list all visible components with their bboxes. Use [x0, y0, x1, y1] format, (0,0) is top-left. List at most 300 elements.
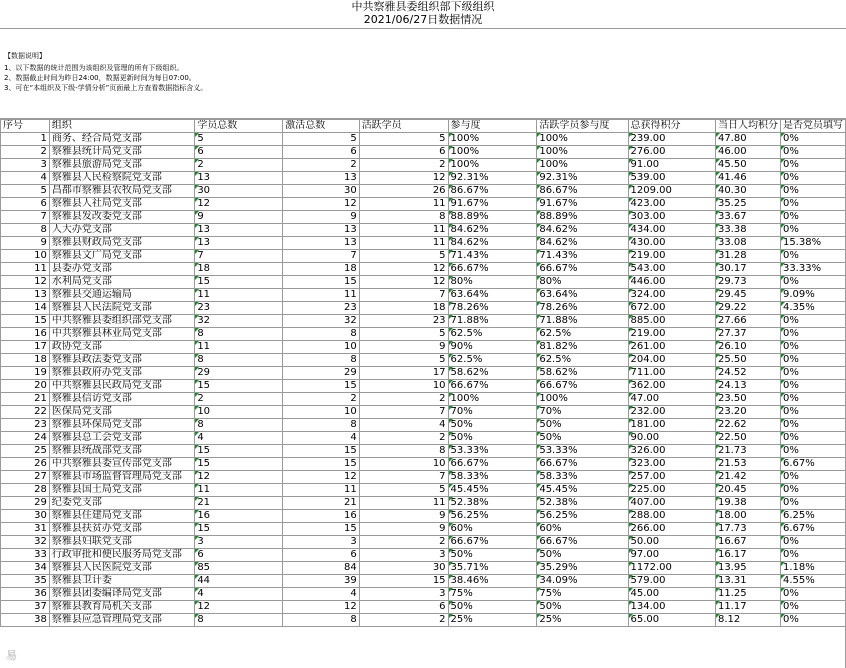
member-total-cell[interactable] — [195, 432, 283, 445]
participation-rate-cell[interactable] — [448, 484, 537, 497]
active-members-cell[interactable]: 2 — [359, 536, 448, 549]
activated-total-cell[interactable]: 29 — [283, 367, 359, 380]
member-total-cell[interactable] — [195, 588, 283, 601]
member-total-cell[interactable] — [195, 315, 283, 328]
active-members-cell[interactable]: 12 — [359, 172, 448, 185]
party-member-filled-cell[interactable] — [780, 237, 845, 250]
member-total-cell[interactable] — [195, 536, 283, 549]
org-name-cell[interactable]: 中共察雅县林业局党支部 — [49, 328, 194, 341]
daily-avg-points-cell[interactable] — [715, 276, 780, 289]
member-total-cell[interactable] — [195, 172, 283, 185]
party-member-filled-cell[interactable] — [780, 497, 845, 510]
total-points-cell[interactable] — [628, 172, 715, 185]
member-total-cell[interactable] — [195, 393, 283, 406]
party-member-filled-cell[interactable] — [780, 484, 845, 497]
active-members-cell[interactable]: 6 — [359, 146, 448, 159]
member-total-cell[interactable] — [195, 523, 283, 536]
party-member-filled-cell[interactable] — [780, 510, 845, 523]
active-participation-rate-cell[interactable] — [537, 484, 628, 497]
member-total-cell[interactable] — [195, 224, 283, 237]
org-name-cell[interactable]: 察雅县人民医院党支部 — [49, 562, 194, 575]
participation-rate-cell[interactable] — [448, 237, 537, 250]
row-index-cell[interactable]: 10 — [1, 250, 50, 263]
party-member-filled-cell[interactable] — [780, 601, 845, 614]
active-members-cell[interactable]: 12 — [359, 276, 448, 289]
party-member-filled-cell[interactable] — [780, 133, 845, 146]
member-total-cell[interactable] — [195, 159, 283, 172]
activated-total-cell[interactable]: 12 — [283, 471, 359, 484]
column-header[interactable]: 活跃学员 — [359, 120, 448, 133]
member-total-cell[interactable] — [195, 445, 283, 458]
participation-rate-cell[interactable] — [448, 588, 537, 601]
active-participation-rate-cell[interactable] — [537, 250, 628, 263]
active-participation-rate-cell[interactable] — [537, 146, 628, 159]
org-name-cell[interactable]: 察雅县财政局党支部 — [49, 237, 194, 250]
participation-rate-cell[interactable] — [448, 133, 537, 146]
daily-avg-points-cell[interactable] — [715, 575, 780, 588]
active-participation-rate-cell[interactable] — [537, 471, 628, 484]
party-member-filled-cell[interactable] — [780, 419, 845, 432]
participation-rate-cell[interactable] — [448, 419, 537, 432]
daily-avg-points-cell[interactable] — [715, 198, 780, 211]
activated-total-cell[interactable]: 4 — [283, 588, 359, 601]
party-member-filled-cell[interactable] — [780, 159, 845, 172]
party-member-filled-cell[interactable] — [780, 523, 845, 536]
org-name-cell[interactable]: 察雅县总工会党支部 — [49, 432, 194, 445]
daily-avg-points-cell[interactable] — [715, 328, 780, 341]
total-points-cell[interactable] — [628, 484, 715, 497]
active-members-cell[interactable]: 9 — [359, 341, 448, 354]
daily-avg-points-cell[interactable] — [715, 380, 780, 393]
daily-avg-points-cell[interactable] — [715, 159, 780, 172]
row-index-cell[interactable]: 14 — [1, 302, 50, 315]
active-participation-rate-cell[interactable] — [537, 172, 628, 185]
org-name-cell[interactable]: 县委办党支部 — [49, 263, 194, 276]
daily-avg-points-cell[interactable] — [715, 562, 780, 575]
daily-avg-points-cell[interactable] — [715, 471, 780, 484]
daily-avg-points-cell[interactable] — [715, 497, 780, 510]
active-members-cell[interactable]: 5 — [359, 354, 448, 367]
member-total-cell[interactable] — [195, 328, 283, 341]
row-index-cell[interactable]: 2 — [1, 146, 50, 159]
daily-avg-points-cell[interactable] — [715, 211, 780, 224]
row-index-cell[interactable]: 8 — [1, 224, 50, 237]
daily-avg-points-cell[interactable] — [715, 536, 780, 549]
row-index-cell[interactable]: 16 — [1, 328, 50, 341]
org-name-cell[interactable]: 商务、经合局党支部 — [49, 133, 194, 146]
member-total-cell[interactable] — [195, 484, 283, 497]
activated-total-cell[interactable]: 10 — [283, 406, 359, 419]
participation-rate-cell[interactable] — [448, 406, 537, 419]
total-points-cell[interactable] — [628, 601, 715, 614]
active-participation-rate-cell[interactable] — [537, 185, 628, 198]
activated-total-cell[interactable]: 8 — [283, 328, 359, 341]
total-points-cell[interactable] — [628, 471, 715, 484]
active-participation-rate-cell[interactable] — [537, 562, 628, 575]
org-name-cell[interactable]: 察雅县教育局机关支部 — [49, 601, 194, 614]
party-member-filled-cell[interactable] — [780, 406, 845, 419]
activated-total-cell[interactable]: 12 — [283, 198, 359, 211]
active-members-cell[interactable]: 7 — [359, 406, 448, 419]
member-total-cell[interactable] — [195, 289, 283, 302]
daily-avg-points-cell[interactable] — [715, 172, 780, 185]
daily-avg-points-cell[interactable] — [715, 510, 780, 523]
activated-total-cell[interactable]: 13 — [283, 172, 359, 185]
active-participation-rate-cell[interactable] — [537, 549, 628, 562]
total-points-cell[interactable] — [628, 536, 715, 549]
column-header[interactable]: 活跃学员参与度 — [537, 120, 628, 133]
party-member-filled-cell[interactable] — [780, 393, 845, 406]
member-total-cell[interactable] — [195, 341, 283, 354]
participation-rate-cell[interactable] — [448, 497, 537, 510]
member-total-cell[interactable] — [195, 601, 283, 614]
activated-total-cell[interactable]: 16 — [283, 510, 359, 523]
activated-total-cell[interactable]: 8 — [283, 419, 359, 432]
activated-total-cell[interactable]: 21 — [283, 497, 359, 510]
row-index-cell[interactable]: 21 — [1, 393, 50, 406]
row-index-cell[interactable]: 31 — [1, 523, 50, 536]
member-total-cell[interactable] — [195, 185, 283, 198]
org-name-cell[interactable]: 察雅县人民检察院党支部 — [49, 172, 194, 185]
total-points-cell[interactable] — [628, 497, 715, 510]
row-index-cell[interactable]: 15 — [1, 315, 50, 328]
participation-rate-cell[interactable] — [448, 146, 537, 159]
total-points-cell[interactable] — [628, 315, 715, 328]
party-member-filled-cell[interactable] — [780, 276, 845, 289]
participation-rate-cell[interactable] — [448, 276, 537, 289]
row-index-cell[interactable]: 24 — [1, 432, 50, 445]
participation-rate-cell[interactable] — [448, 458, 537, 471]
daily-avg-points-cell[interactable] — [715, 224, 780, 237]
daily-avg-points-cell[interactable] — [715, 419, 780, 432]
participation-rate-cell[interactable] — [448, 510, 537, 523]
active-participation-rate-cell[interactable] — [537, 419, 628, 432]
org-name-cell[interactable]: 中共察雅县委宣传部党支部 — [49, 458, 194, 471]
total-points-cell[interactable] — [628, 432, 715, 445]
active-participation-rate-cell[interactable] — [537, 159, 628, 172]
active-participation-rate-cell[interactable] — [537, 497, 628, 510]
row-index-cell[interactable]: 34 — [1, 562, 50, 575]
total-points-cell[interactable] — [628, 289, 715, 302]
activated-total-cell[interactable]: 4 — [283, 432, 359, 445]
participation-rate-cell[interactable] — [448, 211, 537, 224]
active-participation-rate-cell[interactable] — [537, 302, 628, 315]
daily-avg-points-cell[interactable] — [715, 393, 780, 406]
total-points-cell[interactable] — [628, 510, 715, 523]
party-member-filled-cell[interactable] — [780, 341, 845, 354]
total-points-cell[interactable] — [628, 146, 715, 159]
active-participation-rate-cell[interactable] — [537, 289, 628, 302]
active-members-cell[interactable]: 2 — [359, 432, 448, 445]
activated-total-cell[interactable]: 23 — [283, 302, 359, 315]
row-index-cell[interactable]: 38 — [1, 614, 50, 627]
active-participation-rate-cell[interactable] — [537, 575, 628, 588]
party-member-filled-cell[interactable] — [780, 549, 845, 562]
activated-total-cell[interactable]: 9 — [283, 211, 359, 224]
active-members-cell[interactable]: 8 — [359, 445, 448, 458]
row-index-cell[interactable]: 4 — [1, 172, 50, 185]
active-members-cell[interactable]: 2 — [359, 393, 448, 406]
active-participation-rate-cell[interactable] — [537, 198, 628, 211]
party-member-filled-cell[interactable] — [780, 458, 845, 471]
total-points-cell[interactable] — [628, 367, 715, 380]
daily-avg-points-cell[interactable] — [715, 354, 780, 367]
daily-avg-points-cell[interactable] — [715, 146, 780, 159]
party-member-filled-cell[interactable] — [780, 588, 845, 601]
activated-total-cell[interactable]: 15 — [283, 276, 359, 289]
org-name-cell[interactable]: 察雅县旅游局党支部 — [49, 159, 194, 172]
active-members-cell[interactable]: 5 — [359, 250, 448, 263]
party-member-filled-cell[interactable] — [780, 328, 845, 341]
org-name-cell[interactable]: 察雅县市场监督管理局党支部 — [49, 471, 194, 484]
total-points-cell[interactable] — [628, 198, 715, 211]
active-participation-rate-cell[interactable] — [537, 367, 628, 380]
participation-rate-cell[interactable] — [448, 393, 537, 406]
active-members-cell[interactable]: 17 — [359, 367, 448, 380]
row-index-cell[interactable]: 7 — [1, 211, 50, 224]
member-total-cell[interactable] — [195, 497, 283, 510]
column-header[interactable]: 总获得积分 — [628, 120, 715, 133]
participation-rate-cell[interactable] — [448, 263, 537, 276]
org-name-cell[interactable]: 察雅县交通运输局 — [49, 289, 194, 302]
row-index-cell[interactable]: 3 — [1, 159, 50, 172]
party-member-filled-cell[interactable] — [780, 471, 845, 484]
participation-rate-cell[interactable] — [448, 445, 537, 458]
active-members-cell[interactable]: 26 — [359, 185, 448, 198]
org-name-cell[interactable]: 政协党支部 — [49, 341, 194, 354]
daily-avg-points-cell[interactable] — [715, 601, 780, 614]
daily-avg-points-cell[interactable] — [715, 588, 780, 601]
row-index-cell[interactable]: 20 — [1, 380, 50, 393]
member-total-cell[interactable] — [195, 133, 283, 146]
active-members-cell[interactable]: 12 — [359, 263, 448, 276]
row-index-cell[interactable]: 17 — [1, 341, 50, 354]
activated-total-cell[interactable]: 3 — [283, 536, 359, 549]
active-participation-rate-cell[interactable] — [537, 406, 628, 419]
party-member-filled-cell[interactable] — [780, 211, 845, 224]
activated-total-cell[interactable]: 39 — [283, 575, 359, 588]
active-members-cell[interactable]: 9 — [359, 523, 448, 536]
active-members-cell[interactable]: 8 — [359, 211, 448, 224]
party-member-filled-cell[interactable] — [780, 198, 845, 211]
total-points-cell[interactable] — [628, 445, 715, 458]
member-total-cell[interactable] — [195, 510, 283, 523]
activated-total-cell[interactable]: 6 — [283, 146, 359, 159]
active-members-cell[interactable]: 15 — [359, 575, 448, 588]
party-member-filled-cell[interactable] — [780, 250, 845, 263]
participation-rate-cell[interactable] — [448, 328, 537, 341]
activated-total-cell[interactable]: 15 — [283, 458, 359, 471]
activated-total-cell[interactable]: 13 — [283, 237, 359, 250]
activated-total-cell[interactable]: 6 — [283, 549, 359, 562]
row-index-cell[interactable]: 5 — [1, 185, 50, 198]
party-member-filled-cell[interactable] — [780, 445, 845, 458]
activated-total-cell[interactable]: 30 — [283, 185, 359, 198]
active-participation-rate-cell[interactable] — [537, 523, 628, 536]
activated-total-cell[interactable]: 18 — [283, 263, 359, 276]
participation-rate-cell[interactable] — [448, 614, 537, 627]
active-participation-rate-cell[interactable] — [537, 133, 628, 146]
activated-total-cell[interactable]: 8 — [283, 354, 359, 367]
member-total-cell[interactable] — [195, 471, 283, 484]
total-points-cell[interactable] — [628, 159, 715, 172]
org-name-cell[interactable]: 昌都市察雅县农牧局党支部 — [49, 185, 194, 198]
active-members-cell[interactable]: 3 — [359, 549, 448, 562]
participation-rate-cell[interactable] — [448, 224, 537, 237]
party-member-filled-cell[interactable] — [780, 575, 845, 588]
total-points-cell[interactable] — [628, 302, 715, 315]
org-name-cell[interactable]: 纪委党支部 — [49, 497, 194, 510]
member-total-cell[interactable] — [195, 237, 283, 250]
party-member-filled-cell[interactable] — [780, 185, 845, 198]
org-name-cell[interactable]: 察雅县人社局党支部 — [49, 198, 194, 211]
participation-rate-cell[interactable] — [448, 354, 537, 367]
activated-total-cell[interactable]: 12 — [283, 601, 359, 614]
party-member-filled-cell[interactable] — [780, 146, 845, 159]
member-total-cell[interactable] — [195, 263, 283, 276]
org-name-cell[interactable]: 察雅县住建局党支部 — [49, 510, 194, 523]
participation-rate-cell[interactable] — [448, 471, 537, 484]
total-points-cell[interactable] — [628, 562, 715, 575]
party-member-filled-cell[interactable] — [780, 432, 845, 445]
active-participation-rate-cell[interactable] — [537, 445, 628, 458]
daily-avg-points-cell[interactable] — [715, 484, 780, 497]
org-name-cell[interactable]: 察雅县信访党支部 — [49, 393, 194, 406]
active-members-cell[interactable]: 23 — [359, 315, 448, 328]
row-index-cell[interactable]: 29 — [1, 497, 50, 510]
active-members-cell[interactable]: 7 — [359, 289, 448, 302]
participation-rate-cell[interactable] — [448, 562, 537, 575]
participation-rate-cell[interactable] — [448, 575, 537, 588]
active-members-cell[interactable]: 2 — [359, 614, 448, 627]
active-members-cell[interactable]: 7 — [359, 471, 448, 484]
row-index-cell[interactable]: 28 — [1, 484, 50, 497]
active-members-cell[interactable]: 5 — [359, 328, 448, 341]
org-name-cell[interactable]: 察雅县扶贫办党支部 — [49, 523, 194, 536]
row-index-cell[interactable]: 26 — [1, 458, 50, 471]
party-member-filled-cell[interactable] — [780, 224, 845, 237]
daily-avg-points-cell[interactable] — [715, 289, 780, 302]
active-members-cell[interactable]: 5 — [359, 133, 448, 146]
party-member-filled-cell[interactable] — [780, 562, 845, 575]
row-index-cell[interactable]: 33 — [1, 549, 50, 562]
active-participation-rate-cell[interactable] — [537, 354, 628, 367]
row-index-cell[interactable]: 27 — [1, 471, 50, 484]
participation-rate-cell[interactable] — [448, 341, 537, 354]
activated-total-cell[interactable]: 11 — [283, 484, 359, 497]
participation-rate-cell[interactable] — [448, 315, 537, 328]
participation-rate-cell[interactable] — [448, 380, 537, 393]
total-points-cell[interactable] — [628, 263, 715, 276]
total-points-cell[interactable] — [628, 354, 715, 367]
activated-total-cell[interactable]: 15 — [283, 445, 359, 458]
daily-avg-points-cell[interactable] — [715, 523, 780, 536]
activated-total-cell[interactable]: 84 — [283, 562, 359, 575]
active-participation-rate-cell[interactable] — [537, 211, 628, 224]
total-points-cell[interactable] — [628, 588, 715, 601]
org-name-cell[interactable]: 察雅县应急管理局党支部 — [49, 614, 194, 627]
org-name-cell[interactable]: 中共察雅县委组织部党支部 — [49, 315, 194, 328]
participation-rate-cell[interactable] — [448, 549, 537, 562]
active-members-cell[interactable]: 11 — [359, 497, 448, 510]
member-total-cell[interactable] — [195, 549, 283, 562]
org-name-cell[interactable]: 察雅县人民法院党支部 — [49, 302, 194, 315]
participation-rate-cell[interactable] — [448, 432, 537, 445]
active-participation-rate-cell[interactable] — [537, 237, 628, 250]
daily-avg-points-cell[interactable] — [715, 250, 780, 263]
participation-rate-cell[interactable] — [448, 289, 537, 302]
active-members-cell[interactable]: 6 — [359, 601, 448, 614]
org-name-cell[interactable]: 察雅县国土局党支部 — [49, 484, 194, 497]
total-points-cell[interactable] — [628, 393, 715, 406]
activated-total-cell[interactable]: 15 — [283, 523, 359, 536]
daily-avg-points-cell[interactable] — [715, 445, 780, 458]
org-name-cell[interactable]: 察雅县文广局党支部 — [49, 250, 194, 263]
active-participation-rate-cell[interactable] — [537, 536, 628, 549]
participation-rate-cell[interactable] — [448, 601, 537, 614]
member-total-cell[interactable] — [195, 302, 283, 315]
activated-total-cell[interactable]: 2 — [283, 159, 359, 172]
member-total-cell[interactable] — [195, 250, 283, 263]
active-members-cell[interactable]: 10 — [359, 380, 448, 393]
active-participation-rate-cell[interactable] — [537, 614, 628, 627]
participation-rate-cell[interactable] — [448, 159, 537, 172]
party-member-filled-cell[interactable] — [780, 315, 845, 328]
active-participation-rate-cell[interactable] — [537, 432, 628, 445]
row-index-cell[interactable]: 18 — [1, 354, 50, 367]
column-header[interactable]: 是否党员填写 — [780, 120, 845, 133]
party-member-filled-cell[interactable] — [780, 289, 845, 302]
active-members-cell[interactable]: 4 — [359, 419, 448, 432]
total-points-cell[interactable] — [628, 328, 715, 341]
party-member-filled-cell[interactable] — [780, 302, 845, 315]
row-index-cell[interactable]: 36 — [1, 588, 50, 601]
row-index-cell[interactable]: 13 — [1, 289, 50, 302]
active-participation-rate-cell[interactable] — [537, 276, 628, 289]
org-name-cell[interactable]: 察雅县妇联党支部 — [49, 536, 194, 549]
active-members-cell[interactable]: 11 — [359, 224, 448, 237]
total-points-cell[interactable] — [628, 549, 715, 562]
active-members-cell[interactable]: 30 — [359, 562, 448, 575]
activated-total-cell[interactable]: 8 — [283, 614, 359, 627]
member-total-cell[interactable] — [195, 211, 283, 224]
daily-avg-points-cell[interactable] — [715, 341, 780, 354]
party-member-filled-cell[interactable] — [780, 354, 845, 367]
row-index-cell[interactable]: 37 — [1, 601, 50, 614]
row-index-cell[interactable]: 35 — [1, 575, 50, 588]
activated-total-cell[interactable]: 10 — [283, 341, 359, 354]
active-participation-rate-cell[interactable] — [537, 393, 628, 406]
total-points-cell[interactable] — [628, 276, 715, 289]
org-name-cell[interactable]: 中共察雅县民政局党支部 — [49, 380, 194, 393]
activated-total-cell[interactable]: 11 — [283, 289, 359, 302]
daily-avg-points-cell[interactable] — [715, 432, 780, 445]
column-header[interactable]: 参与度 — [448, 120, 537, 133]
org-name-cell[interactable]: 察雅县统计局党支部 — [49, 146, 194, 159]
activated-total-cell[interactable]: 5 — [283, 133, 359, 146]
daily-avg-points-cell[interactable] — [715, 367, 780, 380]
daily-avg-points-cell[interactable] — [715, 315, 780, 328]
row-index-cell[interactable]: 6 — [1, 198, 50, 211]
total-points-cell[interactable] — [628, 250, 715, 263]
org-name-cell[interactable]: 察雅县发改委党支部 — [49, 211, 194, 224]
member-total-cell[interactable] — [195, 198, 283, 211]
active-participation-rate-cell[interactable] — [537, 458, 628, 471]
row-index-cell[interactable]: 19 — [1, 367, 50, 380]
total-points-cell[interactable] — [628, 458, 715, 471]
participation-rate-cell[interactable] — [448, 250, 537, 263]
total-points-cell[interactable] — [628, 211, 715, 224]
